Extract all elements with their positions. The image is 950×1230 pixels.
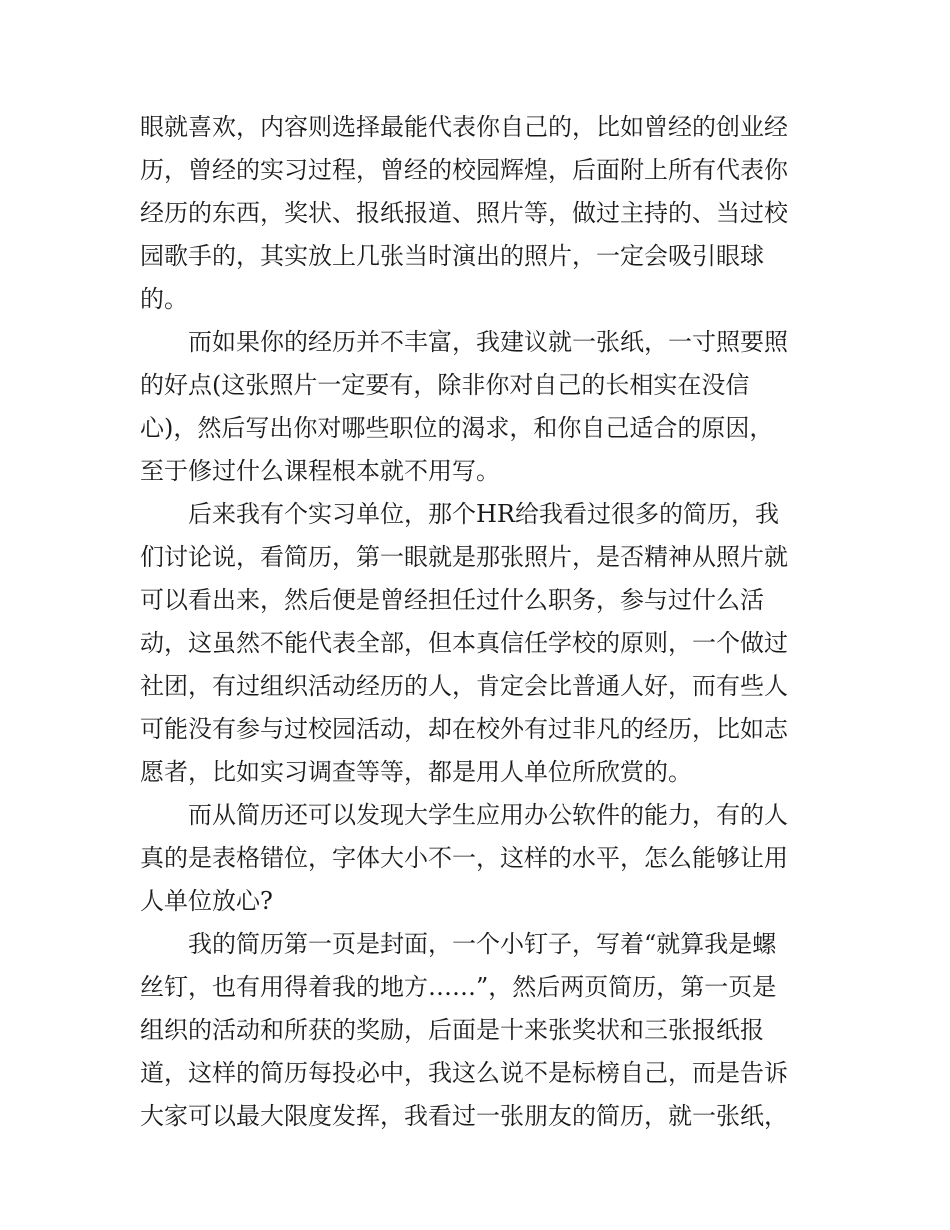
text-line: 组织的活动和所获的奖励，后面是十来张奖状和三张报纸报 bbox=[140, 1016, 764, 1044]
paragraph-start-line: 而如果你的经历并不丰富，我建议就一张纸，一寸照要照 bbox=[188, 328, 788, 356]
paragraph-start-line: 而从简历还可以发现大学生应用办公软件的能力，有的人 bbox=[188, 801, 788, 829]
text-line: 可能没有参与过校园活动，却在校外有过非凡的经历，比如志 bbox=[140, 715, 788, 743]
text-line: 道，这样的简历每投必中，我这么说不是标榜自己，而是告诉 bbox=[140, 1059, 788, 1087]
text-line: 们讨论说，看简历，第一眼就是那张照片，是否精神从照片就 bbox=[140, 543, 788, 571]
text-line: 可以看出来，然后便是曾经担任过什么职务，参与过什么活 bbox=[140, 586, 764, 614]
text-line: 社团，有过组织活动经历的人，肯定会比普通人好，而有些人 bbox=[140, 672, 788, 700]
text-line: 经历的东西，奖状、报纸报道、照片等，做过主持的、当过校 bbox=[140, 199, 788, 227]
body-text bbox=[140, 106, 812, 1138]
text-line: 人单位放心? bbox=[140, 887, 273, 915]
paragraph-start-line: 后来我有个实习单位，那个HR给我看过很多的简历，我 bbox=[188, 500, 779, 528]
text-line: 丝钉，也有用得着我的地方……”，然后两页简历，第一页是 bbox=[140, 973, 777, 1001]
text-line: 动，这虽然不能代表全部，但本真信任学校的原则，一个做过 bbox=[140, 629, 788, 657]
text-line: 愿者，比如实习调查等等，都是用人单位所欣赏的。 bbox=[140, 758, 692, 786]
text-line: 历，曾经的实习过程，曾经的校园辉煌，后面附上所有代表你 bbox=[140, 156, 788, 184]
text-line: 大家可以最大限度发挥，我看过一张朋友的简历，就一张纸， bbox=[140, 1102, 788, 1130]
paragraph-start-line: 我的简历第一页是封面，一个小钉子，写着“就算我是螺 bbox=[188, 930, 777, 958]
text-line: 眼就喜欢，内容则选择最能代表你自己的，比如曾经的创业经 bbox=[140, 113, 788, 141]
text-line: 的好点(这张照片一定要有，除非你对自己的长相实在没信 bbox=[140, 371, 750, 399]
text-line: 至于修过什么课程根本就不用写。 bbox=[140, 457, 500, 485]
text-line: 园歌手的，其实放上几张当时演出的照片，一定会吸引眼球 bbox=[140, 242, 764, 270]
text-line: 真的是表格错位，字体大小不一，这样的水平，怎么能够让用 bbox=[140, 844, 788, 872]
text-line: 心)，然后写出你对哪些职位的渴求，和你自己适合的原因， bbox=[140, 414, 774, 442]
text-line: 的。 bbox=[140, 285, 188, 313]
